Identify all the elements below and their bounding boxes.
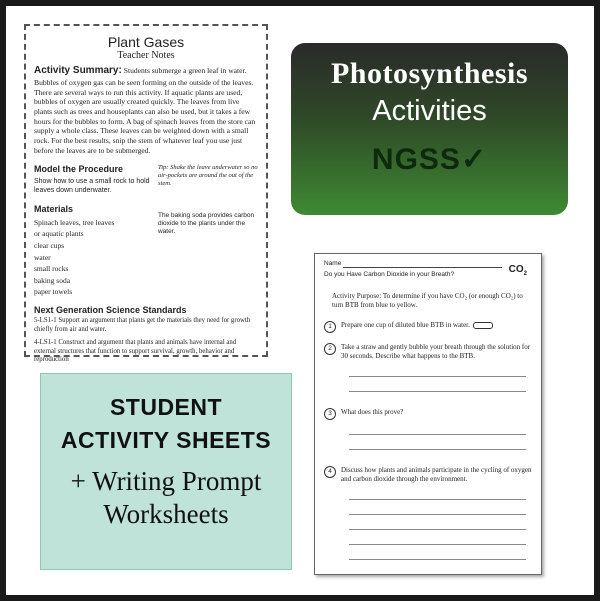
photosynthesis-badge <box>291 43 568 215</box>
ngss-label: NGSS✓ <box>371 143 488 176</box>
answer-line <box>349 435 526 450</box>
procedure-row <box>34 156 258 299</box>
materials-list <box>34 217 154 298</box>
activity-purpose <box>324 292 532 311</box>
tip-note: Tip: Shake the leave underwater so no air-pockets are around the out of the stem. <box>158 163 258 187</box>
step-text: What does this prove? <box>341 407 404 416</box>
test-tube-icon <box>473 322 493 329</box>
name-label: Name <box>324 260 342 267</box>
step-number: 2 <box>324 343 336 355</box>
step-2 <box>324 343 532 362</box>
baking-soda-note: The baking soda provides carbon dioxide to the plants under the water. <box>158 211 255 236</box>
sheets-line-3: + Writing Prompt <box>70 466 262 496</box>
notes-subtitle: Teacher Notes <box>117 50 175 61</box>
step-4 <box>324 466 532 485</box>
answer-line <box>349 530 526 545</box>
material-item: Spinach leaves, tree leaves <box>34 217 115 227</box>
standard-item: 5-LS1-1 Support an argument that plants get the materials they need for growth chiefly from air and water. <box>34 317 251 333</box>
badge-title: Photosynthesis <box>330 57 529 90</box>
purpose-text: To determine if you have CO₂ (or enough CO₂) to turn BTB from blue to yellow. <box>332 292 523 310</box>
material-item: small rocks <box>34 264 69 274</box>
step-number: 1 <box>324 321 336 333</box>
co2-worksheet <box>314 253 542 575</box>
step-text: Prepare one cup of diluted blue BTB in water. <box>341 320 470 329</box>
step-number: 4 <box>324 466 336 478</box>
sheets-line-2: ACTIVITY SHEETS <box>60 427 272 453</box>
student-sheets-box <box>40 373 292 570</box>
name-line <box>343 260 502 268</box>
material-item: or aquatic plants <box>34 229 84 239</box>
activity-summary: Activity Summary: Students submerge a green leaf in water. Bubbles of oxygen gas can be seen forming on the outside of the leaves. There are several ways to run this activity. If aquatic plants are used, bubbles of oxygen are usually created quickly. The leaves from live plants such as trees and houseplants can also be used, but it takes a few hours for the bubbles to form. A bag of spinach leaves from the store can supply a whole class. These leaves can be weighted down with a small rock. For the best results, snip the stem of whatever leaf you use just before the leaves are to be submerged. <box>34 65 256 155</box>
answer-line <box>349 545 526 560</box>
answer-line <box>349 515 526 530</box>
badge-subtitle: Activities <box>372 95 487 127</box>
co2-label: $CO_2$ <box>508 264 527 277</box>
answer-line <box>349 377 526 392</box>
standards-heading: Next Generation Science Standards <box>34 305 187 316</box>
answer-line <box>349 500 526 515</box>
answer-line <box>349 485 526 500</box>
step-text: Discuss how plants and animals participate in the cycling of oxygen and carbon dioxide through the environment. <box>341 465 532 484</box>
summary-text: Students submerge a green leaf in water. Bubbles of oxygen gas can be seen forming on the outside of the leaves. There are several ways to run this activity. If aquatic plants are used, bubbles of oxygen are usually created quickly. The leaves from live plants such as trees and houseplants can also be used, but it takes a few hours for the bubbles to form. A bag of spinach leaves from the store can supply a whole class. These leaves can be weighted down with a small rock. For the best results, snip the stem of whatever leaf you use just before the leaves are to be submerged. <box>34 66 256 155</box>
model-heading: Model the Procedure <box>34 163 124 174</box>
step-3 <box>324 408 532 420</box>
summary-heading: Activity Summary <box>34 65 119 76</box>
material-item: baking soda <box>34 275 71 285</box>
standard-item: 4-LS1-1 Construct and argument that plants and animals have internal and external structures that function to support survival, growth, behavior and reproduction <box>34 338 237 364</box>
materials-heading: Materials <box>34 203 74 214</box>
teacher-notes-card <box>24 24 268 364</box>
answer-lines <box>349 362 526 392</box>
worksheet-title: Do you Have Carbon Dioxide in your Breath? <box>324 271 455 278</box>
purpose-label: Activity Purpose: <box>332 292 382 300</box>
step-number: 3 <box>324 408 336 420</box>
material-item: paper towels <box>34 287 73 297</box>
sheets-line-4: Worksheets <box>103 499 229 529</box>
material-item: clear cups <box>34 240 65 250</box>
answer-lines <box>349 485 526 560</box>
material-item: water <box>34 252 51 262</box>
answer-line <box>349 362 526 377</box>
sheets-line-1: STUDENT <box>109 394 223 420</box>
answer-line <box>349 420 526 435</box>
model-text: Show how to use a small rock to hold leaves down underwater. <box>34 177 150 195</box>
step-1 <box>324 321 532 333</box>
step-text: Take a straw and gently bubble your breath through the solution for 30 seconds. Describe what happens to the BTB. <box>341 342 531 361</box>
answer-lines <box>349 420 526 450</box>
notes-title: Plant Gases <box>107 34 185 50</box>
name-field <box>324 260 532 268</box>
